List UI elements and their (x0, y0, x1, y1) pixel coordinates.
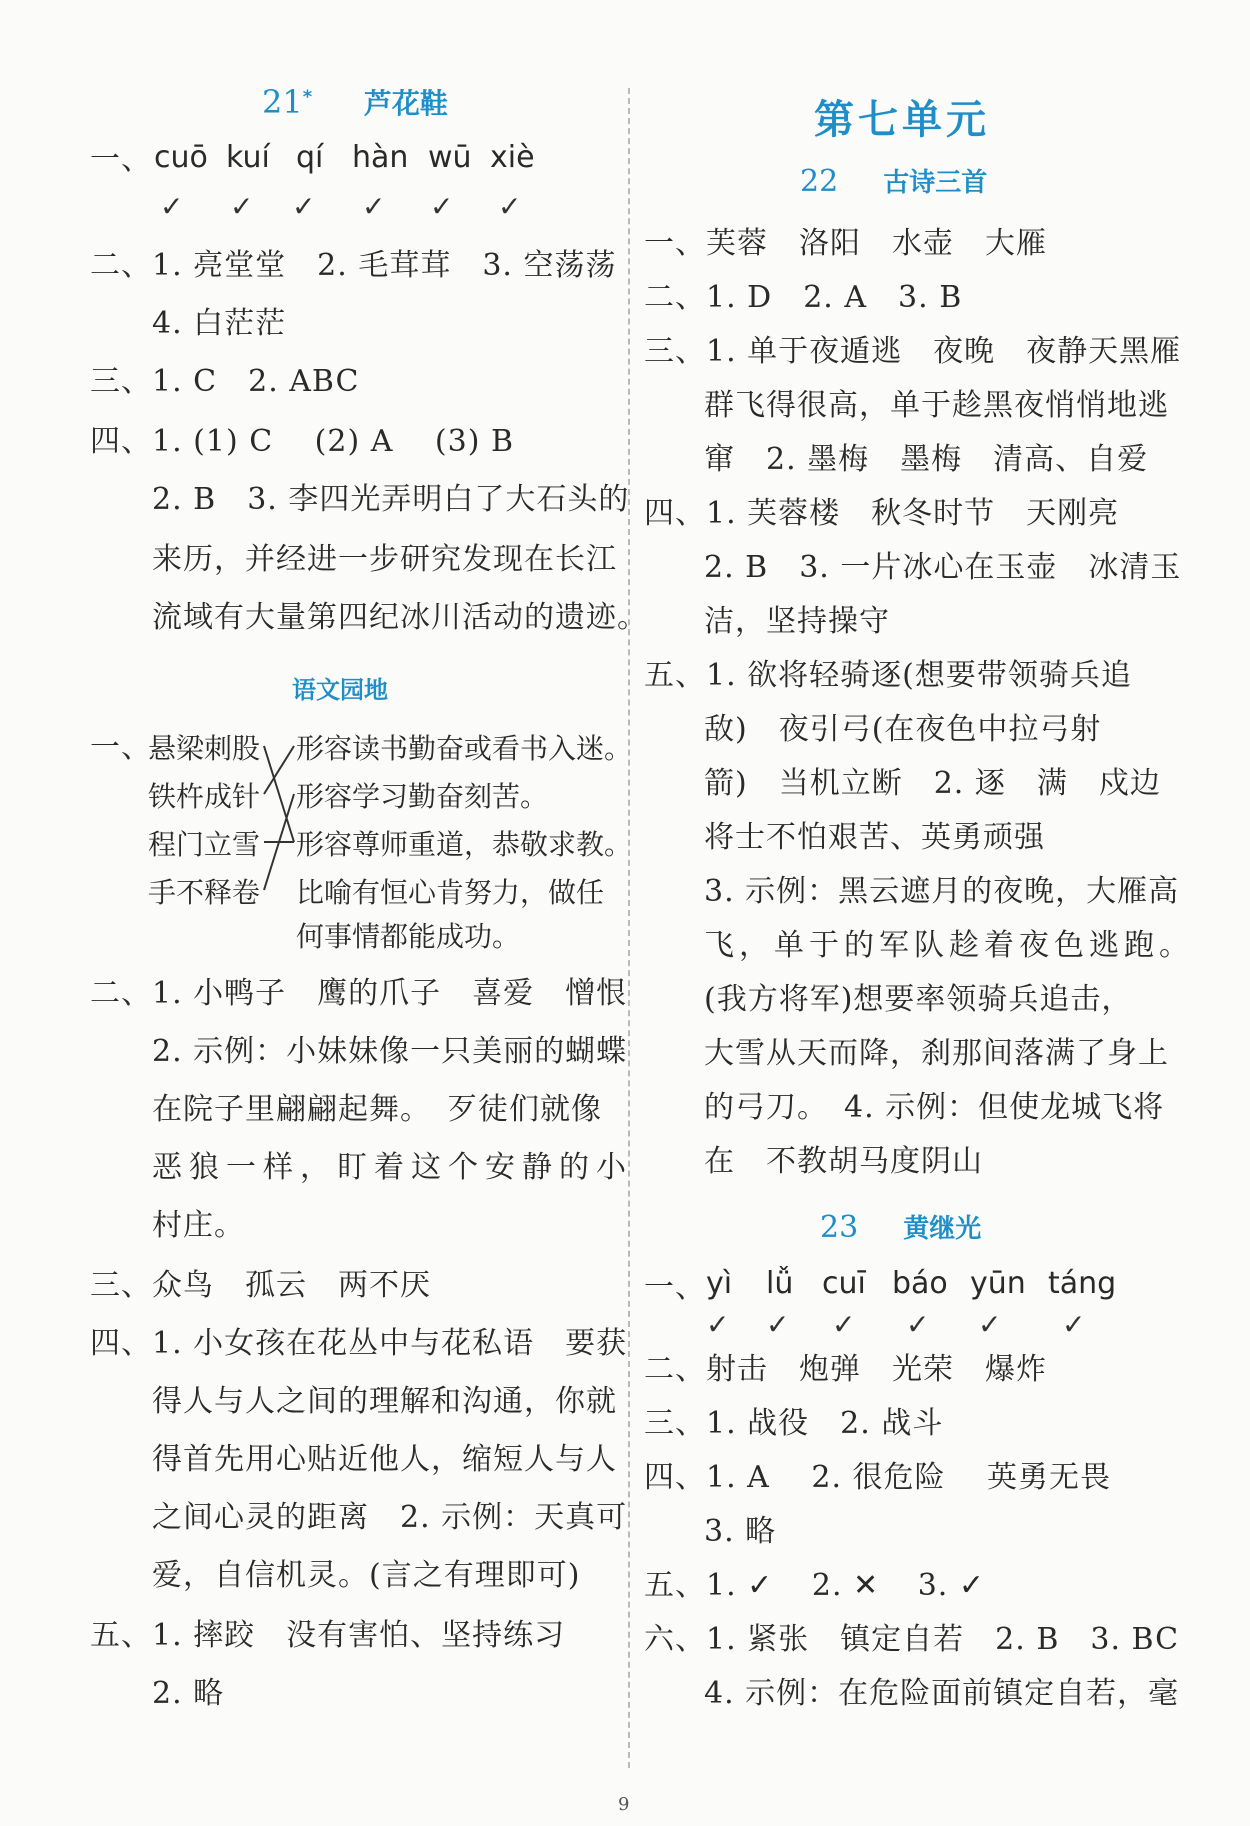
check-mark-icon: ✓ (747, 1568, 774, 1603)
answer-line: 将士不怕艰苦、英勇顽强 (704, 820, 1045, 855)
idiom-meaning: 何事情都能成功。 (296, 920, 521, 953)
answer-line: 大雪从天而降，刹那间落满了身上 (704, 1036, 1169, 1071)
answer-line: (我方将军)想要率领骑兵追击， (704, 982, 1133, 1017)
answer-line: 飞，单于的军队趁着夜色逃跑。 (704, 928, 1194, 963)
answer-line: 二、1. D 2. A 3. B (644, 280, 963, 315)
answer-line: 爱，自信机灵。(言之有理即可) (152, 1558, 581, 1593)
answer-line: 2. 略 (152, 1676, 225, 1711)
answer-line: 洁，坚持操守 (704, 604, 890, 639)
cross-mark-icon: ✕ (853, 1568, 880, 1603)
check-mark-icon: ✓ (1062, 1308, 1086, 1341)
pinyin-2: kuí (226, 140, 270, 175)
pinyin-4: hàn (352, 140, 409, 175)
idiom-meaning: 形容学习勤奋刻苦。 (296, 780, 549, 813)
check-mark-icon: ✓ (978, 1308, 1002, 1341)
answer-line: 四、1. A 2. 很危险 英勇无畏 (644, 1460, 1112, 1495)
pinyin-3: cuī (822, 1266, 866, 1301)
answer-line: 2. 示例：小妹妹像一只美丽的蝴蝶 (152, 1034, 628, 1069)
pinyin-5: yūn (970, 1266, 1026, 1301)
answer-line: 二、射击 炮弹 光荣 爆炸 (644, 1352, 1047, 1387)
q5-item-3: 3. (917, 1568, 949, 1603)
lesson-22-heading (800, 162, 987, 199)
answer-line: 流域有大量第四纪冰川活动的遗迹。 (152, 600, 648, 635)
lesson-23-heading (820, 1208, 981, 1245)
answer-line: 五、1. 欲将轻骑逐(想要带领骑兵追 (644, 658, 1132, 693)
lesson-number: 23 (820, 1210, 859, 1245)
answer-line: 一、芙蓉 洛阳 水壶 大雁 (644, 226, 1047, 261)
answer-line: 得人与人之间的理解和沟通，你就 (152, 1384, 617, 1419)
q5-label: 五、1. (644, 1568, 737, 1603)
answer-line: 三、1. 单于夜遁逃 夜晚 夜静天黑雁 (644, 334, 1182, 369)
lesson-number: 21 (262, 83, 303, 121)
pinyin-6: xiè (490, 140, 535, 175)
answer-line: 3. 示例：黑云遮月的夜晚，大雁高 (704, 874, 1180, 909)
idiom: 铁杵成针 (148, 780, 261, 813)
check-mark-icon: ✓ (832, 1308, 856, 1341)
answer-line: 窜 2. 墨梅 墨梅 清高、自爱 (704, 442, 1149, 477)
answer-line: 四、1. 芙蓉楼 秋冬时节 天刚亮 (644, 496, 1120, 531)
idiom: 手不释卷 (148, 876, 261, 909)
answer-line: 在院子里翩翩起舞。 歹徒们就像 (152, 1092, 602, 1127)
answer-line: 得首先用心贴近他人，缩短人与人 (152, 1442, 617, 1477)
answer-line: 恶狼一样，盯着这个安静的小 (152, 1150, 633, 1185)
lesson-number: 22 (800, 164, 839, 199)
check-mark-icon: ✓ (362, 190, 386, 223)
q1-label: 一、 (90, 142, 152, 177)
pinyin-3: qí (296, 140, 324, 175)
answer-line: 三、1. C 2. ABC (90, 364, 360, 399)
answer-line: 4. 示例：在危险面前镇定自若，毫 (704, 1676, 1180, 1711)
answer-line: 五、1. 摔跤 没有害怕、坚持练习 (90, 1618, 566, 1653)
garden-heading: 语文园地 (292, 676, 388, 704)
check-mark-icon: ✓ (430, 190, 454, 223)
answer-line: 在 不教胡马度阴山 (704, 1144, 983, 1179)
idiom: 悬梁刺股 (148, 732, 261, 765)
lesson-title: 古诗三首 (883, 168, 988, 198)
matching-lines (260, 730, 300, 920)
lesson-title: 芦花鞋 (363, 87, 448, 120)
q5-item-2: 2. (811, 1568, 843, 1603)
pinyin-5: wū (428, 140, 472, 175)
answer-line: 之间心灵的距离 2. 示例：天真可 (152, 1500, 628, 1535)
answer-line: 2. B 3. 一片冰心在玉壶 冰清玉 (704, 550, 1182, 585)
answer-line: 二、1. 小鸭子 鹰的爪子 喜爱 憎恨 (90, 976, 628, 1011)
check-mark-icon: ✓ (230, 190, 254, 223)
answer-line: 来历，并经进一步研究发现在长江 (152, 542, 617, 577)
answer-line: 三、1. 战役 2. 战斗 (644, 1406, 944, 1441)
check-mark-icon: ✓ (498, 190, 522, 223)
check-mark-icon: ✓ (706, 1308, 730, 1341)
q1-label: 一、 (90, 730, 152, 765)
answer-line: 四、1. 小女孩在花丛中与花私语 要获 (90, 1326, 628, 1361)
q1-label: 一、 (644, 1270, 706, 1305)
lesson-title: 黄继光 (903, 1214, 982, 1244)
answer-line: 箭) 当机立断 2. 逐 满 戍边 (704, 766, 1161, 801)
answer-line: 敌) 夜引弓(在夜色中拉弓射 (704, 712, 1102, 747)
check-mark-icon: ✓ (766, 1308, 790, 1341)
pinyin-1: cuō (154, 140, 208, 175)
pinyin-1: yì (706, 1266, 733, 1301)
idiom-meaning: 形容读书勤奋或看书入迷。 (296, 732, 633, 765)
answer-line-q5 (644, 1568, 985, 1604)
check-mark-icon: ✓ (906, 1308, 930, 1341)
answer-line: 4. 白茫茫 (152, 306, 287, 341)
answer-line: 六、1. 紧张 镇定自若 2. B 3. BC (644, 1622, 1180, 1657)
answer-line: 的弓刀。 4. 示例：但使龙城飞将 (704, 1090, 1165, 1125)
lesson-star: * (302, 86, 313, 108)
check-mark-icon: ✓ (958, 1568, 986, 1603)
pinyin-4: báo (892, 1266, 948, 1301)
answer-line: 村庄。 (152, 1208, 245, 1243)
answer-line: 3. 略 (704, 1514, 777, 1549)
idiom-meaning: 比喻有恒心肯努力，做任 (296, 876, 605, 909)
page-number: 9 (618, 1794, 630, 1815)
check-mark-icon: ✓ (292, 190, 316, 223)
pinyin-6: táng (1048, 1266, 1117, 1301)
pinyin-2: lǚ (766, 1266, 794, 1301)
answer-line: 群飞得很高，单于趁黑夜悄悄地逃 (704, 388, 1169, 423)
answer-line: 四、1. (1) C (2) A (3) B (90, 424, 514, 459)
answer-line: 二、1. 亮堂堂 2. 毛茸茸 3. 空荡荡 (90, 248, 617, 283)
answer-line: 2. B 3. 李四光弄明白了大石头的 (152, 482, 630, 517)
idiom-meaning: 形容尊师重道，恭敬求教。 (296, 828, 633, 861)
answer-line: 三、众鸟 孤云 两不厌 (90, 1268, 431, 1303)
check-mark-icon: ✓ (160, 190, 184, 223)
lesson-21-heading (262, 82, 448, 122)
unit-title: 第七单元 (814, 97, 990, 143)
idiom: 程门立雪 (148, 828, 261, 861)
column-divider (628, 88, 630, 1768)
